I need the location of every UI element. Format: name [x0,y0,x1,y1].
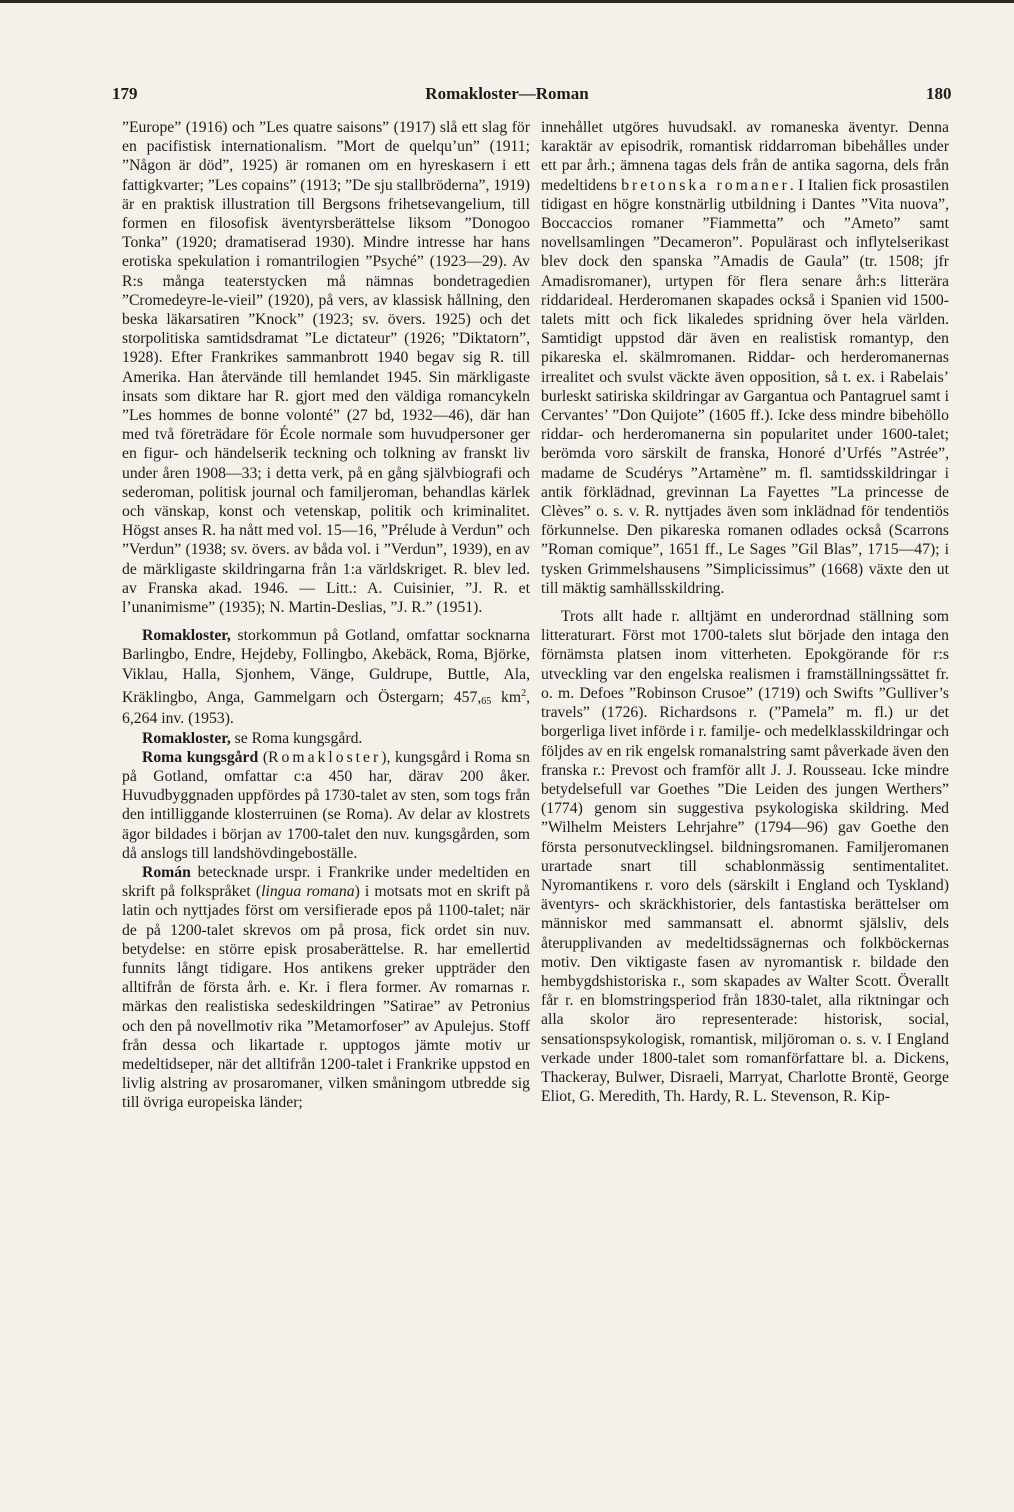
right-column [541,118,949,1106]
entry-headword: Romakloster, [142,627,231,645]
page-number-right: 180 [926,84,952,103]
entry-headword: Romakloster, [142,729,231,747]
left-column [122,118,530,1113]
entry-romakloster-ref: Romakloster, se Roma kungsgård. [142,729,363,747]
roman-continued-text: ”Europe” (1916) och ”Les quatre saisons” (1917) slå ett slag för en pacifistisk internationalism. ”Mort de quelqu’un” (1911; ”Någon är död”, 1925) är romanen om en hyreskasern i ett fattigkvarter; ”Les copains” (1913; ”De sju stallbröderna”, 1919) är en praktisk illustration till Bergsons frihetsevangelium, till formen en filosofisk äventyrsberättelse liksom ”Donogoo Tonka” (1920; dramatiserad 1930). Mindre intresse har hans erotiska spekulation i romantrilogien ”Psyché” (1923—29). Av R:s många teaterstycken må nämnas bondetragedien ”Cromedeyre-le-vieil” (1920), på vers, av klassisk hållning, den beska läkarsatiren ”Knock” (1923; sv. övers. 1925) och det storpolitiska samtidsdramat ”Le dictateur” (1926; ”Diktatorn”, 1928). Efter Frankrikes sammanbrott 1940 begav sig R. till Amerika. Han återvände till hemlandet 1945. Sin märkligaste insats som diktare har R. gjort med den väldiga romancykeln ”Les hommes de bonne volonté” (27 bd, 1932—46), där han med två företrädare för École normale som huvudpersoner ger en figur- och händelserik teckning och tolkning av franskt liv under åren 1908—33; i detta verk, på en gång självbiografi och sederoman, politisk journal och familjeroman, behandlas kärlek och vänskap, konst och vetenskap, politik och kriminalitet. Högst anses R. ha nått med vol. 15—16, ”Prélude à Verdun” och ”Verdun” (1938; sv. övers. av båda vol. i ”Verdun”, 1939), en av de märkligaste skildringarna från 1:a världskriget. R. blev led. av Franska akad. 1946. — Litt.: A. Cuisinier, ”J. R. et l’unanimisme” (1935); N. Martin-Deslias, ”J. R.” (1951). [122,119,530,617]
top-rule [0,0,1014,3]
entry-roma-kungsgard: Roma kungsgård (Romakloster), kungsgård i Roma sn på Gotland, omfattar c:a 450 har, därav 200 åker. Huvudbyggnaden uppfördes på 1730-talet av sten, som togs från den intilliggande klosterruinen (se Roma). Av delar av klostrets ägor bildades i början av 1700-talet den nuv. kungsgården, som då anslogs till landshövdingeboställe. [122,748,530,862]
entry-headword: Roma kungsgård [142,748,259,766]
roman-text-part-1: innehållet utgöres huvudsakl. av romaneska äventyr. Denna karaktär av episodrik, romantisk riddarroman bibehålles under ett par årh.; ämnena tagas dels från de antika sagorna, dels från medeltidens bretonska romaner. I Italien fick prosastilen tidigast en högre konstnärlig utbildning i Dantes ”Vita nuova”, Boccaccios romaner ”Fiammetta” och ”Ameto” samt novellsamlingen ”Decameron”. Populärast och inflytelserikast blev dock den spanska ”Amadis de Gaula” (tr. 1508; jfr Amadisromaner), urtypen för flera senare årh:s litterära riddarideal. Herderomanen skapades också i Spanien vid 1500-talets mitt och fick likaledes spridning över hela världen. Samtidigt uppstod där även en realistisk romantyp, den pikareska el. skälmromanen. Riddar- och herderomanernas irrealitet och svulst väckte även opposition, så t. ex. i Rabelais’ burleskt satiriska skildringar av Gargantua och Pantagruel samt i Cervantes’ ”Don Quijote” (1605 ff.). Icke dess mindre bibehöllo riddar- och herderomanerna sin popularitet under 1600-talet; berömda voro särskilt de franska, Honoré d’Urfés ”Astrée”, madame de Scudérys ”Artamène” m. fl. samtidsskildringar i antik förklädnad, grevinnan La Fayettes ”La princesse de Clèves” o. s. v. R. nyttjades även som inklädnad för tendentiös förkunnelse. Den pikareska romanen odlades också (Scarrons ”Roman comique”, 1651 ff., Le Sages ”Gil Blas”, 1715—47); i tysken Grimmelshausens ”Simplicissimus” (1668) växte den ut till mäktig samhällsskildring. [541,119,949,597]
page-number-left: 179 [112,84,138,103]
entry-roman: Román betecknade urspr. i Frankrike under medeltiden en skrift på folkspråket (lingua romana) i motsats mot en skrift på latin och nyttjades först om versifierade epos på 1100-talet; när de på 1200-talet skrevos om på prosa, fick ordet sin nuv. betydelse: en större episk prosaberättelse. R. har emellertid funnits långt tidigare. Hos antikens greker uppträder den alltifrån de första årh. e. Kr. i flera former. Av romarnas r. märkas den realistiska sedeskildringen ”Satirae” av Petronius och den på novellmotiv rika ”Metamorfoser” av Apulejus. Stoff från dessa och likartade r. upptogos jämte motiv ur medeltidseper, när det alltifrån 1200-talet i Frankrike uppstod en livlig alstring av prosaromaner, vilken småningom utbredde sig till övriga europeiska länder; [122,863,530,1112]
running-title: Romakloster—Roman [425,84,589,103]
entry-headword: Román [142,863,191,881]
roman-text-part-2: Trots allt hade r. alltjämt en underordnad ställning som litteraturart. Först mot 1700-talets slut började den intaga den förnämsta platsen inom vitterheten. Epokgörande för r:s utveckling var den engelska realismen i framställningssättet fr. o. m. Defoes ”Robinson Crusoe” (1719) och Swifts ”Gulliver’s travels” (1726). Richardsons r. (”Pamela” m. fl.) ur det borgerliga livet införde i r. familje- och medelklasskildringar och följdes av en rik engelsk romanalstring samt påverkade även den franska r.: Prevost och framför allt J. J. Rousseau. Icke mindre betydelsefull var Goethes ”Die Leiden des jungen Werthers” (1774) genom sin suggestiva psykologiska skildring. Med ”Wilhelm Meisters Lehrjahre” (1794—96) gav Goethe den första personutvecklingsel. bildningsromanen. Familjeromanen urartade snart till schablonmässig sentimentalitet. Nyromantikens r. voro dels (särskilt i England och Tyskland) äventyrs- och skräckhistorier, dels fantastiska berättelser om människor med sammansatt el. abnormt själsliv, dels återupplivanden av medeltidssägnernas och folkböckernas motiv. Den viktigaste fasen av nyromantisk r. bildade den hembygdshistoriska r., som skapades av Walter Scott. Överallt får r. en blomstringsperiod från 1830-talet, alla riktningar och alla skolor äro representerade: historisk, social, sensationspsykologisk, romantisk, miljöroman o. s. v. I England verkade under 1800-talet som romanförfattare bl. a. Dickens, Thackeray, Bulwer, Disraeli, Marryat, Charlotte Brontë, George Eliot, G. Meredith, Th. Hardy, R. L. Stevenson, R. Kip- [541,608,949,1106]
entry-romakloster: Romakloster, storkommun på Gotland, omfattar socknarna Barlingbo, Endre, Hejdeby, Follingbo, Akebäck, Roma, Björke, Viklau, Halla, Sjonhem, Vänge, Guldrupe, Buttle, Ala, Kräklingbo, Anga, Gammelgarn och Östergarn; $457,_{65}$ $km^2$, 6,264 inv. (1953). [122,627,530,728]
